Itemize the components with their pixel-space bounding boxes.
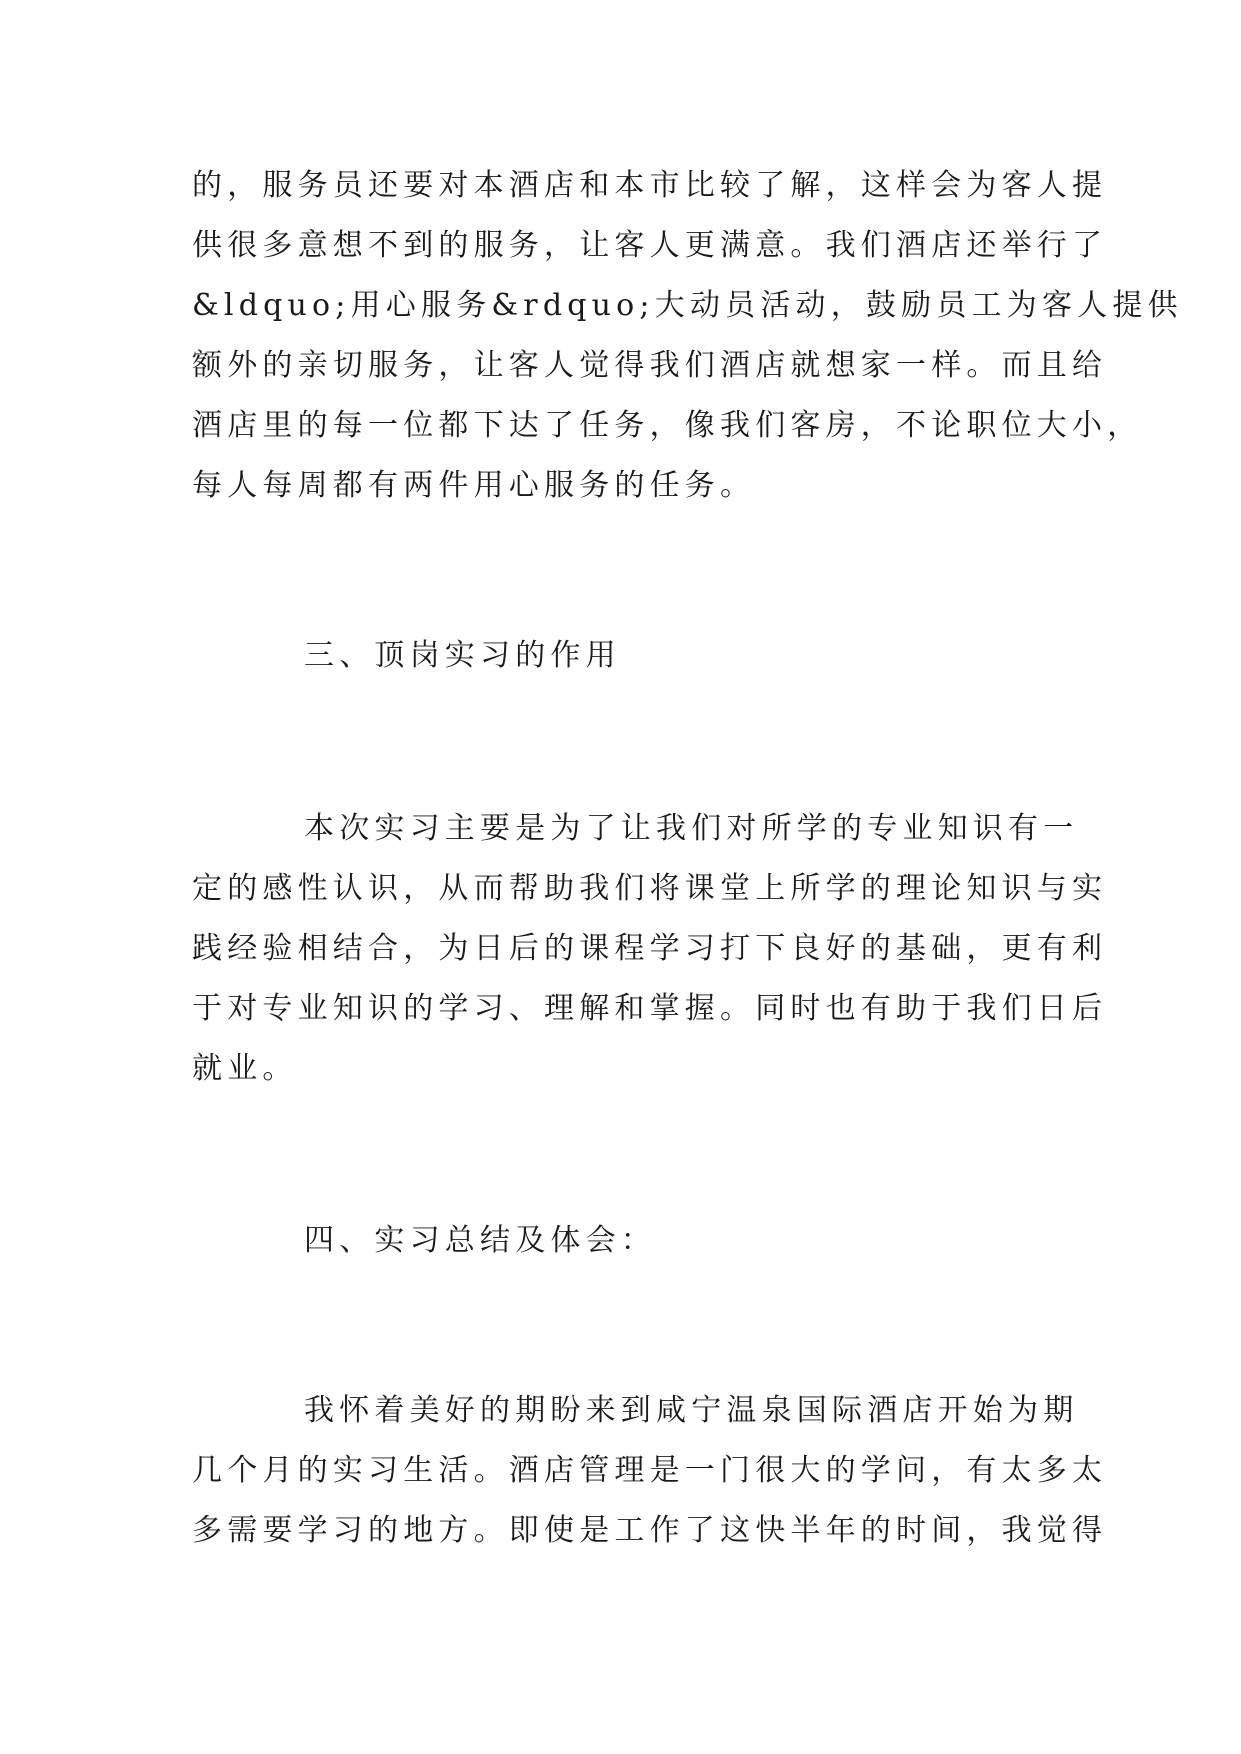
text-line: 额外的亲切服务，让客人觉得我们酒店就想家一样。而且给	[192, 348, 1108, 383]
text-line: 几个月的实习生活。酒店管理是一门很大的学问，有太多太	[192, 1453, 1108, 1488]
text-line: 于对专业知识的学习、理解和掌握。同时也有助于我们日后	[192, 991, 1108, 1026]
paragraph-summary	[192, 1381, 1108, 1561]
text-line: 供很多意想不到的服务，让客人更满意。我们酒店还举行了	[192, 228, 1108, 263]
paragraph-internship-role	[192, 799, 1108, 1099]
text-line: 我怀着美好的期盼来到咸宁温泉国际酒店开始为期	[304, 1393, 1079, 1428]
text-line: 多需要学习的地方。即使是工作了这快半年的时间，我觉得	[192, 1513, 1108, 1548]
text-line: 定的感性认识，从而帮助我们将课堂上所学的理论知识与实	[192, 871, 1108, 906]
text-line: 践经验相结合，为日后的课程学习打下良好的基础，更有利	[192, 931, 1108, 966]
text-line: 每人每周都有两件用心服务的任务。	[192, 468, 756, 503]
text-line: 的，服务员还要对本酒店和本市比较了解，这样会为客人提	[192, 168, 1108, 203]
text-line: &ldquo;用心服务&rdquo;大动员活动，鼓励员工为客人提供	[192, 288, 1183, 323]
text-line: 本次实习主要是为了让我们对所学的专业知识有一	[304, 811, 1079, 846]
text-line: 酒店里的每一位都下达了任务，像我们客房，不论职位大小，	[192, 408, 1143, 443]
section-heading-3: 三、顶岗实习的作用	[304, 638, 621, 673]
section-heading-4: 四、实习总结及体会：	[304, 1223, 656, 1258]
paragraph-service	[192, 156, 1183, 516]
text-line: 就业。	[192, 1051, 298, 1086]
